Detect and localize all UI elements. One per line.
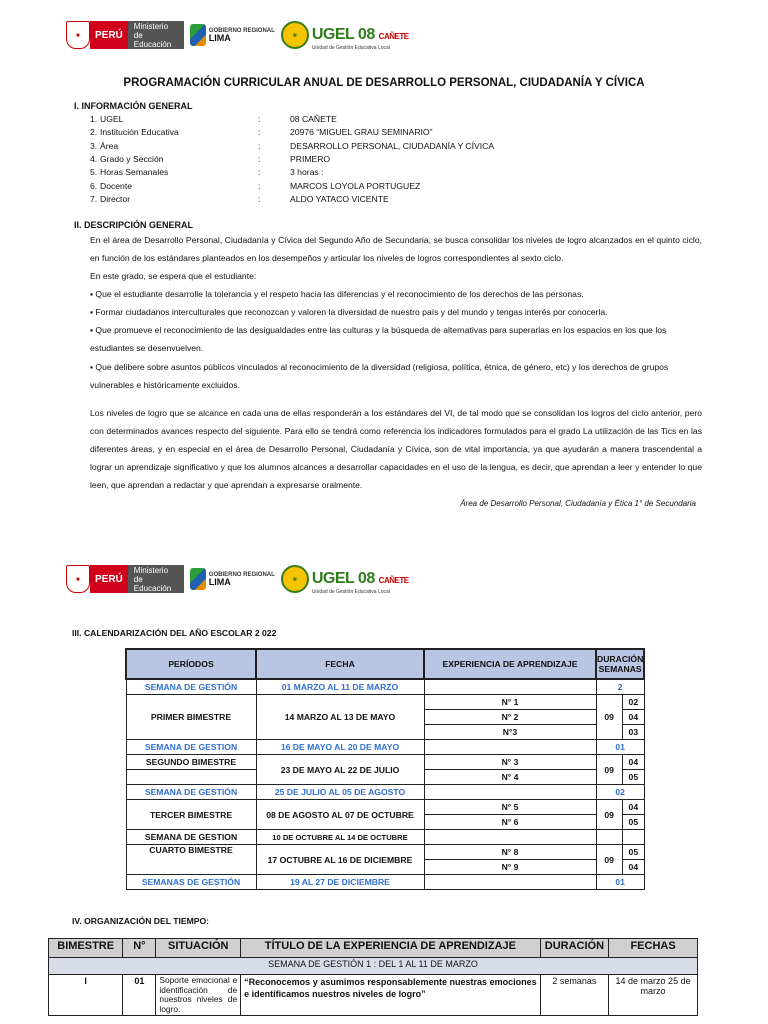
header-cell: PERÍODOS [126,649,256,679]
ugel-seal-icon: ★ [281,21,309,49]
table-header-row [126,649,644,679]
info-number: 1. [90,114,98,124]
bullet-item: ▪ Formar ciudadanos interculturales que reconozcan y valoren la diversidad de nuestro país y del mundo y tengas interés por conocerla. [90,307,608,317]
info-value: PRIMERO [290,153,331,164]
section-2-heading: II. DESCRIPCIÓN GENERAL [74,220,194,230]
page-title: PROGRAMACIÓN CURRICULAR ANUAL DE DESARROLLO PERSONAL, CIUDADANÍA Y CÍVICA [123,77,645,89]
info-colon: : [258,127,261,138]
signature-line: Área de Desarrollo Personal, Ciudadanía y Ética 1° de Secundaria [460,499,696,508]
header-cell: DURACIÓN SEMANAS [596,649,644,679]
peru-logo: ✦ PERÚ Ministerio de Educación [66,21,184,49]
info-value: 3 horas : [290,167,324,178]
section-1-heading: I. INFORMACIÓN GENERAL [74,101,193,111]
table-row: SEMANAS DE GESTIÓN 19 AL 27 DE DICIEMBRE 01 [126,875,644,890]
info-label: Docente [100,180,133,191]
info-label: Área [100,140,119,151]
info-value: 08 CAÑETE [290,114,337,124]
info-value: MARCOS LOYOLA PORTUGUEZ [290,180,421,191]
description-intro: En el área de Desarrollo Personal, Ciudadanía y Cívica del Segundo Año de Secundaria, se busca consolidar los niveles de logro alcanzados en el quinto ciclo, en función de los estándares planteados en los desempeños y articular los niveles de logros correspondientes al sexto ciclo. [90,235,702,263]
info-colon: : [258,140,261,151]
bullet-item: ▪ Que delibere sobre asuntos públicos vinculados al reconocimiento de la diversidad (religiosa, política, étnica, de género, etc) y los derechos de grupos vulnerables e históricamente excluidos. [90,362,669,390]
coat-of-arms-icon: ✦ [66,21,90,49]
table-row: N°3 03 [126,725,644,740]
table-row: SEMANA DE GESTIÓN 25 DE JULIO AL 05 DE AGOSTO 02 [126,785,644,800]
info-value: 20976 “MIGUEL GRAU SEMINARIO” [290,127,433,138]
bullet-item: ▪ Que el estudiante desarrolle la tolerancia y el respeto hacia las diferencias y el reconocimiento de los derechos de las personas. [90,289,584,299]
table-row: I 01 Soporte emocional e identificación de nuestros niveles de logro. “Reconocemos y asumimos responsablemente nuestras emociones e identificamos nuestros niveles de logro” 2 semanas 14 de marzo 25 de marzo [49,975,698,1016]
info-label: UGEL [100,114,124,124]
calendar-table [125,648,645,890]
info-number: 5. [90,167,98,178]
table-row: SEMANA DE GESTION 16 DE MAYO AL 20 DE MAYO 01 [126,740,644,755]
info-number: 3. [90,140,98,151]
header-cell: EXPERIENCIA DE APRENDIZAJE [424,649,596,679]
bullet-item: ▪ Que promueve el reconocimiento de las desigualdades entre las culturas y la búsqueda de alternativas para superarlas en los espacios en los que los estudiantes se desenvuelven. [90,325,667,353]
info-colon: : [258,114,261,124]
lima-emblem-icon [190,24,206,46]
description-closing: Los niveles de logro que se alcance en cada una de ellas responderán a los estándares del VI, de tal modo que se consolidan los logros del ciclo anterior, pero con determinados avances respecto del siguiente. Para ello se tendrá como referencia los indicadores formulados para el grado La utilización de las Tics en las diferentes áreas, y en especial en el área de Desarrollo Personal, Ciudadanía y Cívica, son de vital importancia, ya que ayudarán a manera trascendental a lograr un aprendizaje significativo y que los alumnos alcances a desarrollar capacidades en el uso de la lengua, es decir, que aprendan a leer y entender lo que leen, que aprendan a redactar y que aprendan a expresarse oralmente. [90,408,702,490]
info-colon: : [258,180,261,191]
peru-logo: ✦ PERÚ Ministerio de Educación [66,565,184,593]
description-lead: En este grado, se espera que el estudiante: [90,271,257,281]
info-label: Grado y Sección [100,153,164,164]
info-number: 2. [90,127,98,138]
table-header-row: BIMESTRE N° SITUACIÓN TÍTULO DE LA EXPERIENCIA DE APRENDIZAJE DURACIÓN FECHAS [49,939,698,958]
header-cell: FECHA [256,649,424,679]
info-colon: : [258,193,261,204]
info-label: Director [100,193,131,204]
ugel-logo: ★ UGEL 08 CAÑETE Unidad de Gestión Educativa Local [281,565,409,593]
table-row: SEMANA DE GESTIÓN 1 : DEL 1 AL 11 DE MARZO [49,958,698,975]
table-row: N° 2 04 [126,710,644,725]
section-4-heading: IV. ORGANIZACIÓN DEL TIEMPO: [72,916,210,926]
table-row: SEMANA DE GESTION 10 DE OCTUBRE AL 14 DE OCTUBRE [126,830,644,845]
info-value: ALDO YATACO VICENTE [290,193,389,204]
ugel-logo: ★ UGEL 08 CAÑETE Unidad de Gestión Educativa Local [281,21,409,49]
info-label: Institución Educativa [100,127,179,138]
table-row: N° 4 05 [126,770,644,785]
organization-table [48,938,698,1016]
header-logos-top [66,18,409,52]
ugel-seal-icon: ★ [281,565,309,593]
table-row: SEGUNDO BIMESTRE 23 DE MAYO AL 22 DE JULIO N° 3 09 04 [126,755,644,770]
info-number: 7. [90,193,98,204]
table-row: PRIMER BIMESTRE 14 MARZO AL 13 DE MAYO N° 1 09 02 [126,695,644,710]
table-row: N° 9 04 [126,860,644,875]
section-3-heading: III. CALENDARIZACIÓN DEL AÑO ESCOLAR 2 022 [72,628,277,638]
coat-of-arms-icon: ✦ [66,565,90,593]
gobierno-regional-logo: GOBIERNO REGIONAL LIMA [190,568,275,590]
table-row: SEMANA DE GESTIÓN 01 MARZO AL 11 DE MARZO 2 [126,679,644,695]
info-number: 6. [90,180,98,191]
info-colon: : [258,153,261,164]
info-colon: : [258,167,261,178]
header-logos-second [66,562,409,596]
info-value: DESARROLLO PERSONAL, CIUDADANÍA Y CÍVICA [290,140,495,151]
table-row: N° 6 05 [126,815,644,830]
table-row: TERCER BIMESTRE 08 DE AGOSTO AL 07 DE OCTUBRE N° 5 09 04 [126,800,644,815]
table-row: CUARTO BIMESTRE 17 OCTUBRE AL 16 DE DICIEMBRE N° 8 09 05 [126,845,644,860]
info-number: 4. [90,153,98,164]
lima-emblem-icon [190,568,206,590]
gobierno-regional-logo: GOBIERNO REGIONAL LIMA [190,24,275,46]
info-label: Horas Semanales [100,167,169,178]
